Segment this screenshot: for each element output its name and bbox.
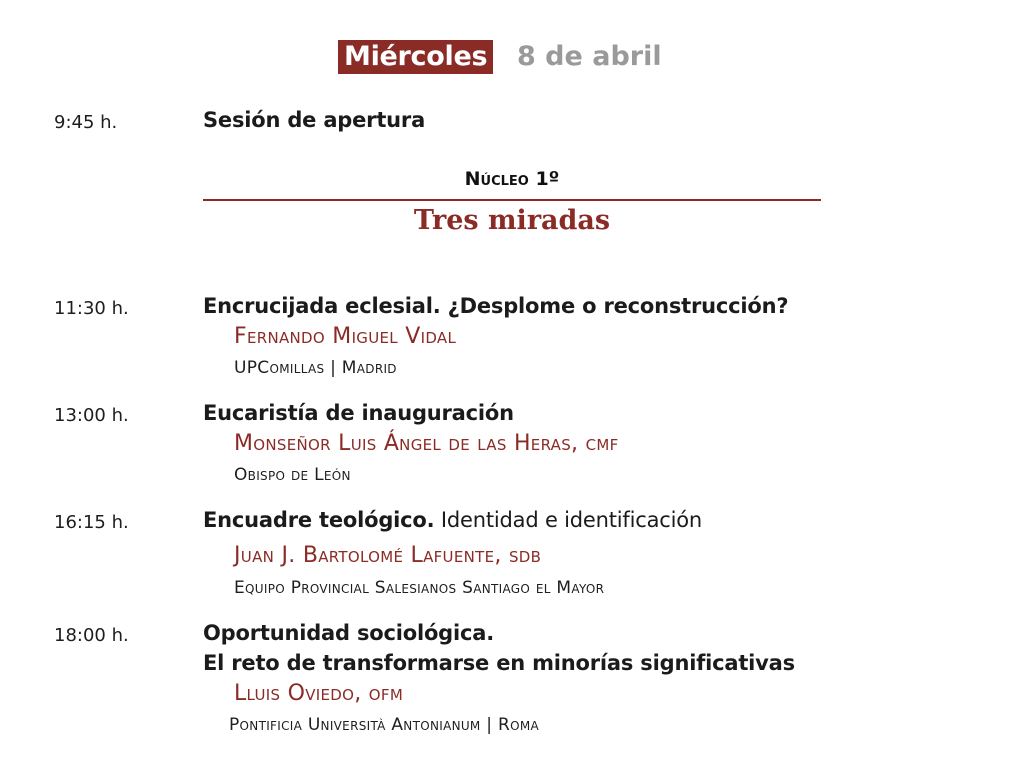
session-time: 16:15 h. — [54, 512, 129, 533]
session-title-line2: El reto de transformarse en minorías significativas — [203, 651, 795, 675]
session-affiliation: Obispo de León — [234, 465, 351, 485]
session-time: 18:00 h. — [54, 625, 129, 646]
opening-time: 9:45 h. — [54, 112, 118, 133]
nucleo-subtitle: Tres miradas — [413, 205, 611, 236]
session-affiliation: UPComillas | Madrid — [234, 358, 397, 378]
session-speaker: Lluis Oviedo, ofm — [234, 681, 404, 706]
session-title: Oportunidad sociológica. — [203, 621, 495, 645]
session-affiliation: Pontificia Università Antonianum | Roma — [229, 715, 540, 735]
session-title: Encrucijada eclesial. ¿Desplome o reconstrucción? — [203, 294, 789, 318]
session-speaker: Fernando Miguel Vidal — [234, 324, 457, 349]
session-time: 11:30 h. — [54, 298, 129, 319]
nucleo-label: Núcleo 1º — [464, 168, 560, 190]
session-title-bold: Encuadre teológico. — [203, 508, 435, 532]
session-title-light: Identidad e identificación — [434, 508, 702, 532]
session-time: 13:00 h. — [54, 405, 129, 426]
session-speaker: Juan J. Bartolomé Lafuente, sdb — [234, 543, 542, 568]
session-title: Eucaristía de inauguración — [203, 401, 514, 425]
date-text: 8 de abril — [517, 41, 662, 72]
nucleo-divider — [203, 199, 821, 201]
opening-title: Sesión de apertura — [203, 108, 426, 132]
session-affiliation: Equipo Provincial Salesianos Santiago el Mayor — [234, 578, 605, 598]
session-speaker: Monseñor Luis Ángel de las Heras, cmf — [234, 431, 619, 456]
session-title — [203, 508, 702, 532]
day-badge: Miércoles — [338, 40, 493, 74]
